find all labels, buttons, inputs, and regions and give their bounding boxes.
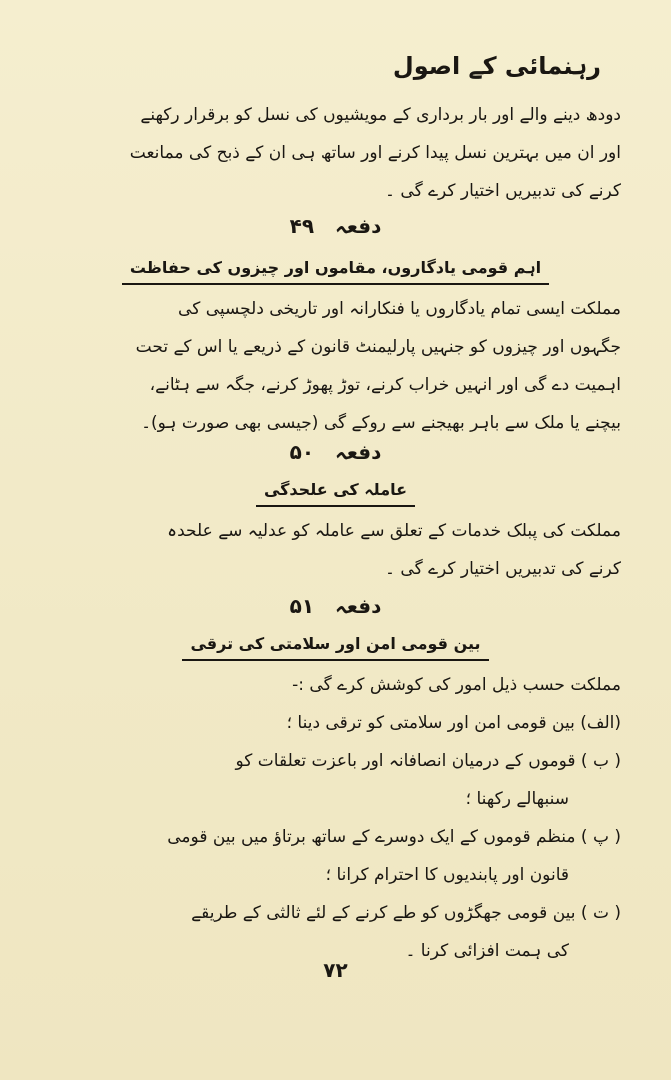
text-line: جگہوں اور چیزوں کو جنہیں پارلیمنٹ قانون کے ذریعے یا اس کے تحت: [135, 337, 621, 357]
text-line: مملکت حسب ذیل امور کی کوشش کرے گی :-: [292, 675, 621, 695]
section-51-paragraph: [41, 666, 621, 970]
section-title-51: [0, 634, 671, 661]
text-line: قانون اور پابندیوں کا احترام کرانا ؛: [325, 865, 569, 885]
section-title-50: [0, 480, 671, 507]
text-line: کی ہمت افزائی کرنا ۔: [405, 941, 569, 961]
section-title-text: بین قومی امن اور سلامتی کی ترقی: [182, 634, 488, 661]
page-number: ۷۲: [323, 958, 348, 982]
text-line: ( ب ) قوموں کے درمیان انصافانہ اور باعزت تعلقات کو: [235, 751, 621, 771]
text-line: (الف) بین قومی امن اور سلامتی کو ترقی دینا ؛: [286, 713, 621, 733]
text-line: ( ت ) بین قومی جھگڑوں کو طے کرنے کے لئے ثالثی کے طریقے: [191, 903, 621, 923]
text-line: بیچنے یا ملک سے باہر بھیجنے سے روکے گی (جیسی بھی صورت ہو)۔: [141, 413, 621, 433]
section-title-text: اہم قومی یادگاروں، مقاموں اور چیزوں کی حفاظت: [122, 258, 549, 285]
text-line: سنبھالے رکھنا ؛: [465, 789, 569, 809]
intro-paragraph: [41, 96, 621, 210]
section-heading-49: دفعہ ۴۹: [289, 214, 382, 238]
text-line: کرنے کی تدبیریں اختیار کرے گی ۔: [385, 181, 621, 201]
section-heading-50: دفعہ ۵۰: [289, 440, 382, 464]
section-title-text: عاملہ کی علحدگی: [256, 480, 415, 507]
text-line: کرنے کی تدبیریں اختیار کرے گی ۔: [385, 559, 621, 579]
text-line: مملکت کی پبلک خدمات کے تعلق سے عاملہ کو عدلیہ سے علحدہ: [167, 521, 621, 541]
section-heading-51: دفعہ ۵۱: [289, 594, 382, 618]
running-header: رہنمائی کے اصول: [392, 52, 601, 80]
text-line: ( پ ) منظم قوموں کے ایک دوسرے کے ساتھ برتاؤ میں بین قومی: [167, 827, 621, 847]
text-line: اہمیت دے گی اور انہیں خراب کرنے، توڑ پھوڑ کرنے، جگہ سے ہٹانے،: [149, 375, 621, 395]
section-title-49: [0, 258, 671, 285]
text-line: دودھ دینے والے اور بار برداری کے مویشیوں کی نسل کو برقرار رکھنے: [140, 105, 621, 125]
section-49-paragraph: [41, 290, 621, 442]
section-50-paragraph: [41, 512, 621, 588]
text-line: اور ان میں بہترین نسل پیدا کرنے اور ساتھ ہی ان کے ذبح کی ممانعت: [129, 143, 621, 163]
text-line: مملکت ایسی تمام یادگاروں یا فنکارانہ اور تاریخی دلچسپی کی: [178, 299, 621, 319]
